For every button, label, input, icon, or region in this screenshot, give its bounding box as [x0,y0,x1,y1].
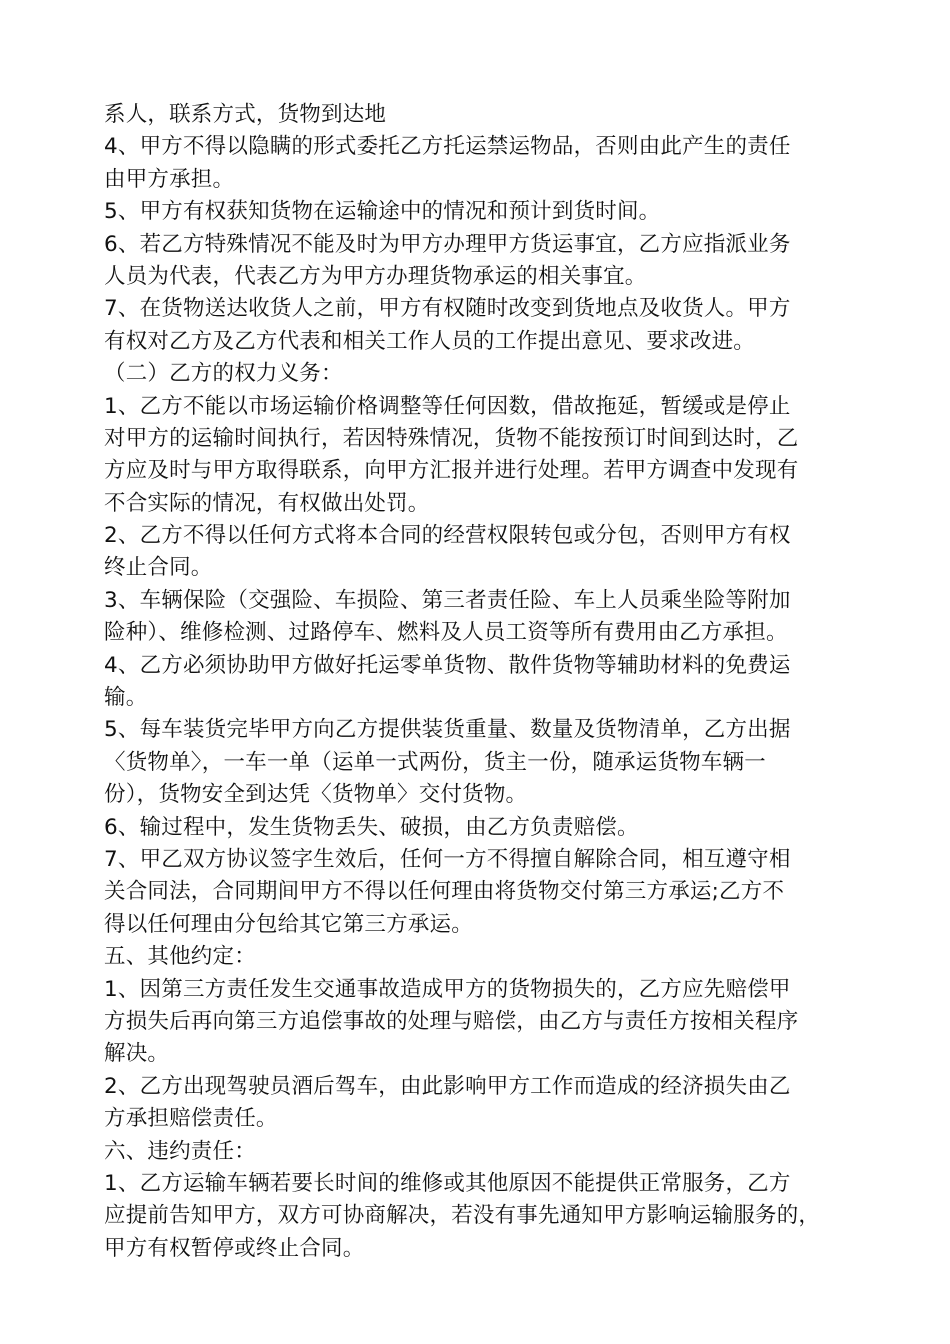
text-line: 7、在货物送达收货人之前，甲方有权随时改变到货地点及收货人。甲方 [104,296,791,322]
text-line: 5、每车装货完毕甲方向乙方提供装货重量、数量及货物清单，乙方出据 [104,717,791,743]
text-line: 终止合同。 [104,555,213,581]
text-line: 6、若乙方特殊情况不能及时为甲方办理甲方货运事宜，乙方应指派业务 [104,231,791,257]
text-line: 关合同法，合同期间甲方不得以任何理由将货物交付第三方承运;乙方不 [104,879,785,905]
text-line: 方应及时与甲方取得联系，向甲方汇报并进行处理。若甲方调查中发现有 [104,458,799,484]
text-line: 〈货物单〉，一车一单（运单一式两份，货主一份，随承运货物车辆一 [104,749,766,775]
section-heading: 五、其他约定： [104,944,256,970]
text-line: 份），货物安全到达凭〈货物单〉交付货物。 [104,782,528,808]
section-heading: 六、违约责任： [104,1138,256,1164]
text-line: 2、乙方不得以任何方式将本合同的经营权限转包或分包，否则甲方有权 [104,523,791,549]
text-line: 人员为代表，代表乙方为甲方办理货物承运的相关事宜。 [104,263,647,289]
text-line: 1、乙方运输车辆若要长时间的维修或其他原因不能提供正常服务，乙方 [104,1170,791,1196]
section-heading: （二）乙方的权力义务： [104,361,343,387]
text-line: 甲方有权暂停或终止合同。 [104,1235,365,1261]
text-line: 险种）、维修检测、过路停车、燃料及人员工资等所有费用由乙方承担。 [104,620,788,646]
text-line: 解决。 [104,1041,170,1067]
document-body [104,99,849,1265]
text-line: 有权对乙方及乙方代表和相关工作人员的工作提出意见、要求改进。 [104,328,756,354]
text-line: 不合实际的情况，有权做出处罚。 [104,490,430,516]
text-line: 4、甲方不得以隐瞒的形式委托乙方托运禁运物品，否则由此产生的责任 [104,134,791,160]
text-line: 5、甲方有权获知货物在运输途中的情况和预计到货时间。 [104,199,661,225]
text-line: 1、因第三方责任发生交通事故造成甲方的货物损失的，乙方应先赔偿甲 [104,976,791,1002]
text-line: 应提前告知甲方，双方可协商解决，若没有事先通知甲方影响运输服务的， [104,1203,821,1229]
text-line: 输。 [104,685,148,711]
text-line: 系人，联系方式，货物到达地 [104,102,387,127]
text-line: 6、输过程中，发生货物丢失、破损，由乙方负责赔偿。 [104,814,639,840]
text-line: 由甲方承担。 [104,166,235,192]
text-line: 2、乙方出现驾驶员酒后驾车，由此影响甲方工作而造成的经济损失由乙 [104,1073,791,1099]
text-line: 1、乙方不能以市场运输价格调整等任何因数，借故拖延，暂缓或是停止 [104,393,791,419]
text-line: 对甲方的运输时间执行，若因特殊情况，货物不能按预订时间到达时，乙 [104,425,799,451]
text-line: 3、车辆保险（交强险、车损险、第三者责任险、车上人员乘坐险等附加 [104,587,791,613]
text-line: 方损失后再向第三方追偿事故的处理与赔偿，由乙方与责任方按相关程序 [104,1008,799,1034]
text-line: 7、甲乙双方协议签字生效后，任何一方不得擅自解除合同，相互遵守相 [104,846,791,872]
text-line: 方承担赔偿责任。 [104,1106,278,1132]
text-line: 4、乙方必须协助甲方做好托运零单货物、散件货物等辅助材料的免费运 [104,652,791,678]
text-line: 得以任何理由分包给其它第三方承运。 [104,911,473,937]
